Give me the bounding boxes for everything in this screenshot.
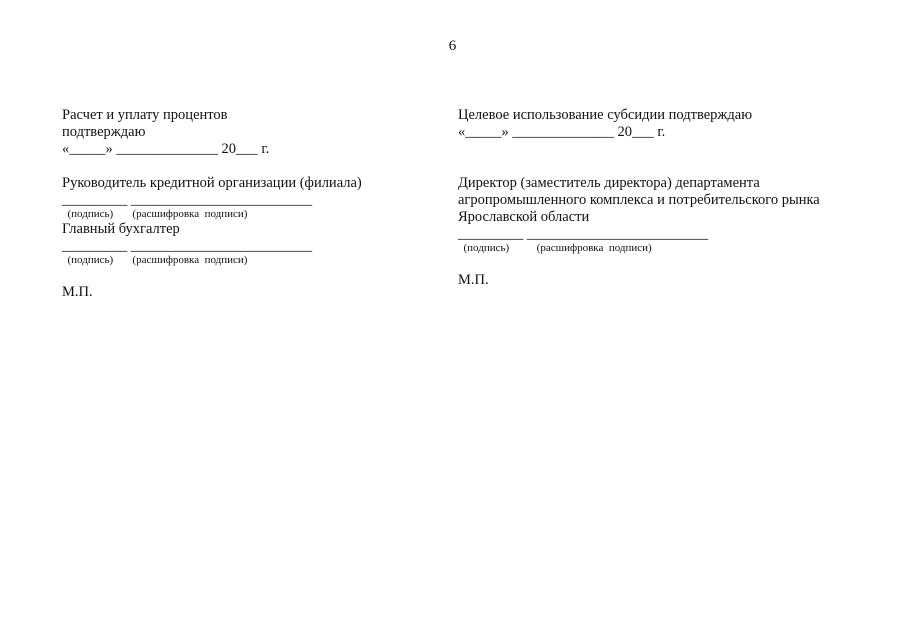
left-confirm-line-1: Расчет и уплату процентов xyxy=(62,107,228,123)
accountant-signature-line: _________ _________________________ xyxy=(62,238,313,254)
accountant-signature-captions: (подпись) (расшифровка подписи) xyxy=(62,254,248,266)
right-confirm-line: Целевое использование субсидии подтверждаю xyxy=(458,107,753,123)
director-title-line-1: Директор (заместитель директора) департамента xyxy=(458,175,760,191)
director-title-line-3: Ярославской области xyxy=(458,209,590,225)
left-date-line: «_____» ______________ 20___ г. xyxy=(62,141,270,157)
head-signature-line: _________ _________________________ xyxy=(62,192,313,208)
director-signature-line: _________ _________________________ xyxy=(458,226,709,242)
left-confirm-line-2: подтверждаю xyxy=(62,124,146,140)
right-stamp-label: М.П. xyxy=(458,272,489,288)
director-title-line-2: агропромышленного комплекса и потребительского рынка xyxy=(458,192,820,208)
right-signature-block xyxy=(458,107,858,289)
head-signature-captions: (подпись) (расшифровка подписи) xyxy=(62,208,248,220)
left-stamp-label: М.П. xyxy=(62,284,93,300)
head-title: Руководитель кредитной организации (филиала) xyxy=(62,175,362,191)
right-date-line: «_____» ______________ 20___ г. xyxy=(458,124,666,140)
left-signature-block xyxy=(62,107,412,301)
page-number: 6 xyxy=(448,38,457,54)
accountant-title: Главный бухгалтер xyxy=(62,221,180,237)
director-signature-captions: (подпись) (расшифровка подписи) xyxy=(458,242,652,254)
